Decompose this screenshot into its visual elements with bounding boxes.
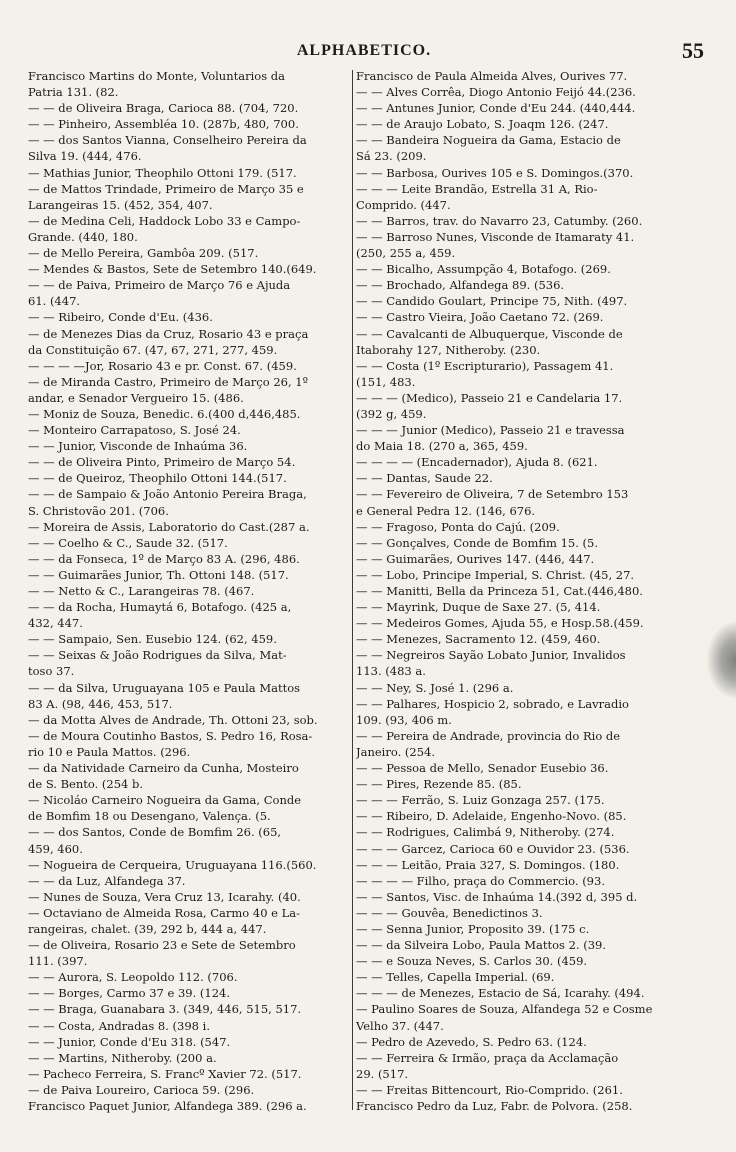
directory-entry-line: — — — Garcez, Carioca 60 e Ouvidor 23. (536.: [356, 841, 630, 856]
directory-entry-line: — — Bandeira Nogueira da Gama, Estacio de: [356, 133, 621, 148]
directory-entry-line: — Nicoláo Carneiro Nogueira da Gama, Conde: [28, 793, 302, 808]
directory-entry-line: — — — — (Encadernador), Ajuda 8. (621.: [356, 455, 598, 470]
directory-entry-line: — Mendes & Bastos, Sete de Setembro 140.(649.: [28, 262, 317, 277]
directory-entry-line: da Constituição 67. (47, 67, 271, 277, 459.: [28, 342, 278, 357]
directory-entry-line: — — Negreiros Sayão Lobato Junior, Invalidos: [356, 648, 626, 663]
directory-entry-line: — — — Junior (Medico), Passeio 21 e travessa: [356, 423, 625, 438]
directory-entry-line: — — Dantas, Saude 22.: [356, 471, 493, 486]
directory-entry-line: — — Gonçalves, Conde de Bomfim 15. (5.: [356, 535, 599, 550]
directory-entry-line: de S. Bento. (254 b.: [28, 777, 144, 792]
directory-entry-line: — — Telles, Capella Imperial. (69.: [356, 970, 555, 985]
directory-entry-line: — de Medina Celi, Haddock Lobo 33 e Campo-: [28, 213, 301, 228]
directory-entry-line: 109. (93, 406 m.: [356, 712, 452, 727]
directory-entry-line: Larangeiras 15. (452, 354, 407.: [28, 197, 213, 212]
directory-entry-line: — — da Fonseca, 1º de Março 83 A. (296, 486.: [28, 551, 300, 566]
left-column: [28, 68, 348, 1114]
directory-entry-line: Francisco Pedro da Luz, Fabr. de Polvora. (258.: [356, 1099, 633, 1113]
directory-entry-line: — Nogueira de Cerqueira, Uruguayana 116.(560.: [28, 857, 317, 872]
directory-entry-line: — — — —Jor, Rosario 43 e pr. Const. 67. (459.: [28, 358, 297, 373]
directory-entry-line: — — Barbosa, Ourives 105 e S. Domingos.(370.: [356, 165, 634, 180]
directory-entry-line: andar, e Senador Vergueiro 15. (486.: [28, 390, 244, 405]
directory-entry-line: — — — Leite Brandão, Estrella 31 A, Rio-: [356, 181, 598, 196]
directory-entry-line: — — Rodrigues, Calimbá 9, Nitheroby. (274.: [356, 825, 615, 840]
directory-entry-line: Silva 19. (444, 476.: [28, 149, 142, 164]
directory-entry-line: — — Fevereiro de Oliveira, 7 de Setembro 153: [356, 487, 629, 502]
directory-entry-line: — — Senna Junior, Proposito 39. (175 c.: [356, 921, 590, 936]
directory-entry-line: — — dos Santos Vianna, Conselheiro Pereira da: [28, 133, 307, 148]
directory-entry-line: — — Ferreira & Irmão, praça da Acclamação: [356, 1050, 619, 1065]
directory-entry-line: — Pacheco Ferreira, S. Francº Xavier 72. (517.: [28, 1066, 302, 1081]
directory-entry-line: S. Christovão 201. (706.: [28, 503, 169, 518]
directory-entry-line: — — Pereira de Andrade, provincia do Rio de: [356, 728, 621, 743]
directory-entry-line: — — Medeiros Gomes, Ajuda 55, e Hosp.58.(459.: [356, 616, 644, 631]
directory-entry-line: — de Miranda Castro, Primeiro de Março 26, 1º: [28, 374, 308, 389]
directory-entry-line: Janeiro. (254.: [356, 744, 435, 759]
directory-entry-line: — de Mattos Trindade, Primeiro de Março 35 e: [28, 181, 304, 196]
directory-entry-line: — — de Sampaio & João Antonio Pereira Braga,: [28, 487, 307, 502]
directory-entry-line: — — Ribeiro, Conde d'Eu. (436.: [28, 310, 213, 325]
directory-entry-line: — Octaviano de Almeida Rosa, Carmo 40 e La-: [28, 905, 301, 920]
directory-entry-line: 113. (483 a.: [356, 664, 426, 679]
page-stain-decoration: [706, 620, 736, 700]
directory-entry-line: — — Junior, Conde d'Eu 318. (547.: [28, 1034, 231, 1049]
directory-entry-line: — — — de Menezes, Estacio de Sá, Icarahy. (494.: [356, 986, 645, 1001]
directory-entry-line: — — Brochado, Alfandega 89. (536.: [356, 278, 565, 293]
directory-entry-line: — — Sampaio, Sen. Eusebio 124. (62, 459.: [28, 632, 277, 647]
directory-entry-line: Patria 131. (82.: [28, 85, 119, 100]
directory-entry-line: — — Candido Goulart, Principe 75, Nith. (497.: [356, 294, 628, 309]
column-divider: [352, 70, 353, 1110]
directory-entry-line: — — Ney, S. José 1. (296 a.: [356, 680, 514, 695]
directory-entry-line: — de Oliveira, Rosario 23 e Sete de Setembro: [28, 938, 296, 953]
directory-entry-line: rangeiras, chalet. (39, 292 b, 444 a, 447.: [28, 921, 267, 936]
directory-entry-line: — — Palhares, Hospicio 2, sobrado, e Lavradio: [356, 696, 629, 711]
directory-entry-line: — Moreira de Assis, Laboratorio do Cast.(287 a.: [28, 519, 310, 534]
directory-entry-line: 61. (447.: [28, 294, 81, 309]
directory-entry-line: — — Junior, Visconde de Inhaúma 36.: [28, 439, 248, 454]
directory-entry-line: — — Cavalcanti de Albuquerque, Visconde de: [356, 326, 623, 341]
directory-entry-line: — — da Luz, Alfandega 37.: [28, 873, 186, 888]
directory-entry-line: — — Seixas & João Rodrigues da Silva, Mat-: [28, 648, 287, 663]
directory-entry-line: — — Netto & C., Larangeiras 78. (467.: [28, 584, 255, 598]
directory-entry-line: — — de Araujo Lobato, S. Joaqm 126. (247.: [356, 117, 609, 132]
directory-entry-line: — — Ribeiro, D. Adelaide, Engenho-Novo. (85.: [356, 809, 627, 824]
directory-entry-line: Francisco Martins do Monte, Voluntarios da: [28, 69, 285, 83]
directory-entry-line: e General Pedra 12. (146, 676.: [356, 503, 536, 518]
directory-entry-line: — — Fragoso, Ponta do Cajú. (209.: [356, 519, 560, 534]
directory-entry-line: — — Freitas Bittencourt, Rio-Comprido. (261.: [356, 1082, 623, 1097]
directory-entry-line: — — Braga, Guanabara 3. (349, 446, 515, 517.: [28, 1002, 302, 1017]
directory-entry-line: — — Manitti, Bella da Princeza 51, Cat.(446,480.: [356, 584, 643, 598]
directory-entry-line: 29. (517.: [356, 1066, 409, 1081]
directory-entry-line: Francisco Paquet Junior, Alfandega 389. (296 a.: [28, 1099, 307, 1113]
directory-entry-line: — — Lobo, Principe Imperial, S. Christ. (45, 27.: [356, 567, 635, 582]
directory-entry-line: — — Guimarães, Ourives 147. (446, 447.: [356, 551, 595, 566]
directory-entry-line: — — Antunes Junior, Conde d'Eu 244. (440,444.: [356, 101, 636, 116]
page-header: [24, 38, 704, 68]
directory-entry-line: — — Pires, Rezende 85. (85.: [356, 777, 522, 792]
directory-entry-line: — — — Ferrão, S. Luiz Gonzaga 257. (175.: [356, 793, 605, 808]
right-column: [356, 68, 676, 1114]
directory-entry-line: — Mathias Junior, Theophilo Ottoni 179. (517.: [28, 165, 297, 180]
directory-entry-line: Francisco de Paula Almeida Alves, Ourives 77.: [356, 69, 628, 83]
directory-entry-line: — — — (Medico), Passeio 21 e Candelaria 17.: [356, 390, 623, 405]
directory-entry-line: — — Martins, Nitheroby. (200 a.: [28, 1050, 217, 1065]
directory-entry-line: — — — — Filho, praça do Commercio. (93.: [356, 873, 605, 888]
directory-entry-line: — — da Silva, Uruguayana 105 e Paula Mattos: [28, 680, 301, 695]
directory-entry-line: — — Castro Vieira, João Caetano 72. (269.: [356, 310, 604, 325]
directory-entry-line: Velho 37. (447.: [356, 1018, 444, 1033]
directory-entry-line: — de Mello Pereira, Gambôa 209. (517.: [28, 246, 259, 261]
directory-entry-line: 459, 460.: [28, 841, 83, 856]
directory-entry-line: — de Menezes Dias da Cruz, Rosario 43 e praça: [28, 326, 309, 341]
directory-entry-line: (392 g, 459.: [356, 406, 427, 421]
directory-entry-line: Itaborahy 127, Nitheroby. (230.: [356, 342, 541, 357]
page-number: 55: [682, 38, 704, 63]
directory-entry-line: — da Natividade Carneiro da Cunha, Mosteiro: [28, 761, 299, 776]
directory-entry-line: — — Santos, Visc. de Inhaúma 14.(392 d, 395 d.: [356, 889, 638, 904]
directory-entry-line: (151, 483.: [356, 374, 416, 389]
directory-entry-line: — — Bicalho, Assumpção 4, Botafogo. (269.: [356, 262, 611, 277]
directory-entry-line: — de Paiva Loureiro, Carioca 59. (296.: [28, 1082, 255, 1097]
directory-entry-line: — — — Leitão, Praia 327, S. Domingos. (180.: [356, 857, 620, 872]
directory-entry-line: Sá 23. (209.: [356, 149, 427, 164]
directory-entry-line: — — Mayrink, Duque de Saxe 27. (5, 414.: [356, 600, 601, 615]
directory-entry-line: 432, 447.: [28, 616, 83, 631]
directory-entry-line: — — Borges, Carmo 37 e 39. (124.: [28, 986, 230, 1001]
directory-entry-line: (250, 255 a, 459.: [356, 246, 456, 261]
directory-entry-line: — — Costa, Andradas 8. (398 i.: [28, 1018, 210, 1033]
directory-entry-line: do Maia 18. (270 a, 365, 459.: [356, 439, 528, 454]
directory-entry-line: 83 A. (98, 446, 453, 517.: [28, 696, 173, 711]
directory-entry-line: — — Alves Corrêa, Diogo Antonio Feijó 44.(236.: [356, 85, 636, 100]
directory-entry-line: — — Pessoa de Mello, Senador Eusebio 36.: [356, 761, 609, 776]
directory-entry-line: — — de Queiroz, Theophilo Ottoni 144.(517.: [28, 471, 287, 486]
directory-entry-line: — — de Paiva, Primeiro de Março 76 e Ajuda: [28, 278, 291, 293]
directory-entry-line: de Bomfim 18 ou Desengano, Valença. (5.: [28, 809, 271, 824]
directory-entry-line: 111. (397.: [28, 954, 88, 969]
directory-entry-line: rio 10 e Paula Mattos. (296.: [28, 744, 191, 759]
directory-entry-line: — Nunes de Souza, Vera Cruz 13, Icarahy. (40.: [28, 889, 301, 904]
directory-entry-line: — — — Gouvêa, Benedictinos 3.: [356, 905, 543, 920]
directory-entry-line: — Paulino Soares de Souza, Alfandega 52 e Cosme: [356, 1002, 653, 1017]
directory-entry-line: — — Coelho & C., Saude 32. (517.: [28, 535, 228, 550]
directory-entry-line: Grande. (440, 180.: [28, 229, 138, 244]
directory-entry-line: — — Pinheiro, Assembléa 10. (287b, 480, 700.: [28, 117, 299, 132]
directory-entry-line: — Pedro de Azevedo, S. Pedro 63. (124.: [356, 1034, 587, 1049]
directory-entry-line: — — de Oliveira Pinto, Primeiro de Março 54.: [28, 455, 296, 470]
directory-entry-line: — — de Oliveira Braga, Carioca 88. (704, 720.: [28, 101, 299, 116]
directory-entry-line: — — Barroso Nunes, Visconde de Itamaraty 41.: [356, 229, 635, 244]
directory-entry-line: — — Guimarães Junior, Th. Ottoni 148. (517.: [28, 567, 289, 582]
directory-entry-line: — Monteiro Carrapatoso, S. José 24.: [28, 423, 241, 438]
directory-entry-line: — — Costa (1º Escripturario), Passagem 41.: [356, 358, 614, 373]
directory-entry-line: — — dos Santos, Conde de Bomfim 26. (65,: [28, 825, 282, 840]
page-title: ALPHABETICO.: [296, 42, 432, 59]
directory-entry-line: Comprido. (447.: [356, 197, 451, 212]
directory-entry-line: — Moniz de Souza, Benedic. 6.(400 d,446,485.: [28, 406, 301, 421]
directory-entry-line: — — Barros, trav. do Navarro 23, Catumby. (260.: [356, 213, 643, 228]
directory-entry-line: — da Motta Alves de Andrade, Th. Ottoni 23, sob.: [28, 712, 318, 727]
directory-entry-line: — — Menezes, Sacramento 12. (459, 460.: [356, 632, 601, 647]
directory-entry-line: — de Moura Coutinho Bastos, S. Pedro 16, Rosa-: [28, 728, 313, 743]
directory-entry-line: — — Aurora, S. Leopoldo 112. (706.: [28, 970, 238, 985]
directory-entry-line: — — e Souza Neves, S. Carlos 30. (459.: [356, 954, 588, 969]
directory-entry-line: — — da Rocha, Humaytá 6, Botafogo. (425 a,: [28, 600, 292, 615]
directory-entry-line: — — da Silveira Lobo, Paula Mattos 2. (39.: [356, 938, 606, 953]
directory-entry-line: toso 37.: [28, 664, 75, 679]
